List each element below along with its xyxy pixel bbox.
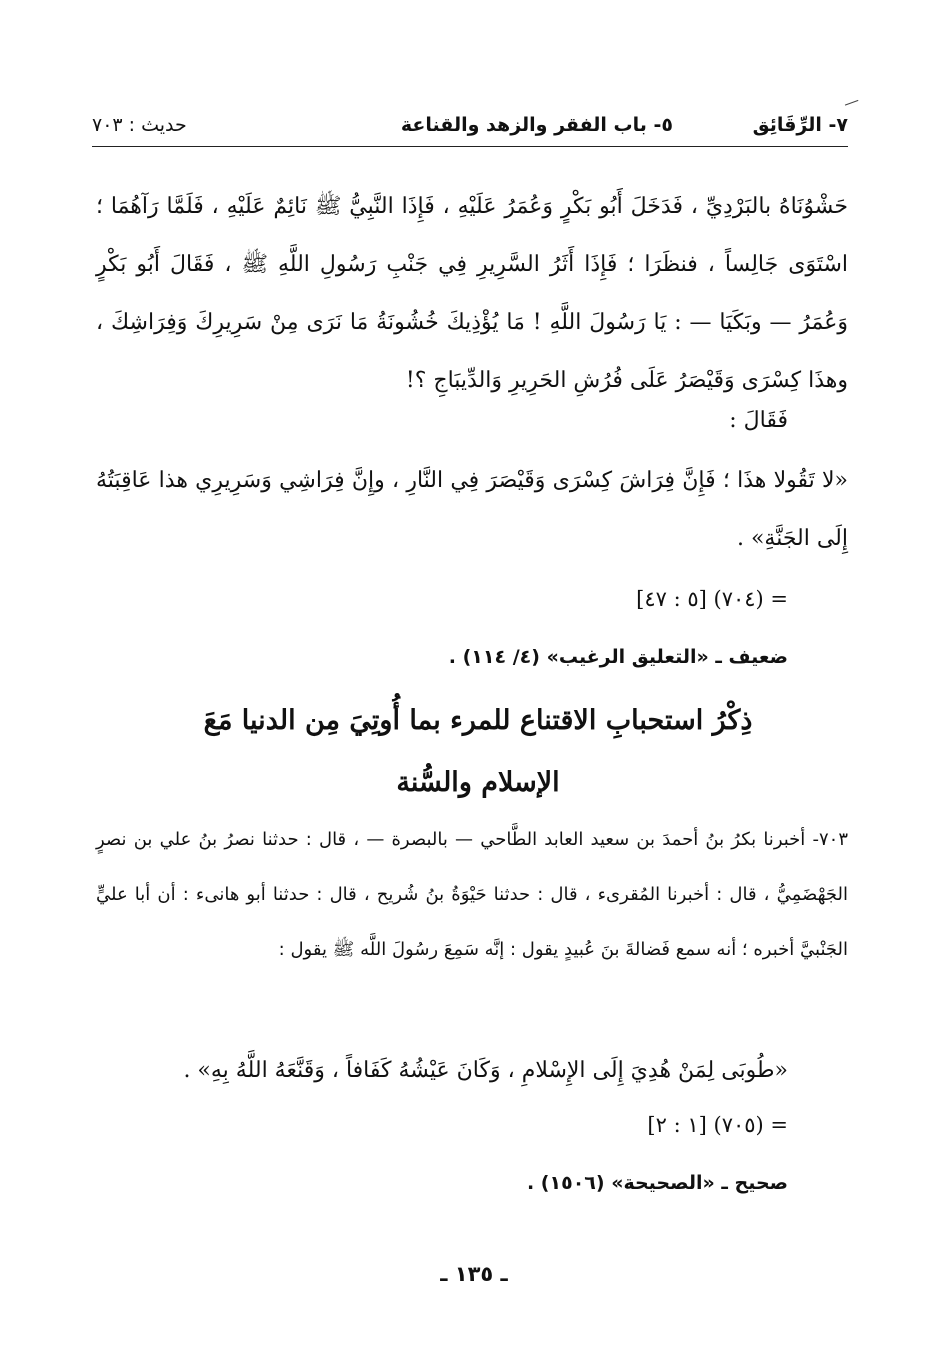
page-header xyxy=(92,108,848,142)
section-title: ذِكْرُ استحبابِ الاقتناع للمرء بما أُوتِيَ مِن الدنيا مَعَ الإسلام والسُّنة xyxy=(203,705,753,798)
hadith-grade-sahih: صحيح ـ «الصحيحة» (١٥٠٦) . xyxy=(526,1172,788,1194)
header-book-section: ٧- الرِّقَائِق xyxy=(752,114,848,136)
prophet-quote-tuba: «طُوبَى لِمَنْ هُدِيَ إِلَى الإِسْلامِ ، وَكَانَ عَيْشُهُ كَفَافاً ، وَقَنَّعَهُ اللَّهُ بِهِ» . xyxy=(183,1058,788,1083)
hadith-grade-weak: ضعيف ـ «التعليق الرغيب» (٤/ ١١٤) . xyxy=(448,646,788,668)
prophet-quote: «لا تَقُولا هذَا ؛ فَإِنَّ فِرَاشَ كِسْرَى وَقَيْصَرَ فِي النَّارِ ، وإِنَّ فِرَاشِي وَسَرِيرِي هذا عَاقِبَتُهُ إِلَى الجَنَّةِ» . xyxy=(96,468,848,551)
hadith-text-said: فَقَالَ : xyxy=(729,408,788,433)
page-number: ـ ١٣٥ ـ xyxy=(440,1262,508,1286)
header-rule xyxy=(92,146,848,147)
header-chapter: ٥- باب الفقر والزهد والقناعة xyxy=(400,114,673,136)
hadith-reference-705: = (٧٠٥) [١ : ٢] xyxy=(647,1113,788,1137)
hadith-703-chain: ٧٠٣- أخبرنا بكرُ بنُ أحمدَ بن سعيد العابد الطَّاحي — بالبصرة — ، قال : حدثنا نصرُ بنُ علي بن نصرٍ الجَهْضَمِيُّ ، قال : أخبرنا المُقرىء ، قال : حدثنا حَيْوَةُ بنُ شُريح ، قال : حدثنا أبو هانىء : أن أبا عليٍّ الجَنْبيَّ أخبره ؛ أنه سمع فَضالةَ بنَ عُبيدٍ يقول : إنَّه سَمِعَ رسُولَ اللَّه ﷺ يقول : xyxy=(96,829,848,960)
hadith-text-continued: حَشْوُنَاهُ بالبَرْدِيِّ ، فَدَخَلَ أَبُو بَكْرٍ وَعُمَرُ عَلَيْهِ ، فَإِذَا النَّبِيُّ ﷺ نَائِمٌ عَلَيْهِ ، فَلَمَّا رَآهُمَا ؛ اسْتَوَى جَالِساً ، فنظَرَا ؛ فَإِذَا أَثَرُ السَّرِيرِ فِي جَنْبِ رَسُولِ اللَّهِ ﷺ ، فَقَالَ أَبُو بَكْرٍ وَعُمَرُ — وبَكَيَا — : يَا رَسُولَ اللَّهِ ! مَا يُؤْذِيكَ خُشُونَةُ مَا نَرَى مِنْ سَرِيرِكَ وَفِرَاشِكَ ، وهذَا كِسْرَى وَقَيْصَرُ عَلَى فُرُشِ الحَرِيرِ وَالدِّيبَاجِ ؟! xyxy=(96,194,848,393)
header-hadith-number: حديث : ٧٠٣ xyxy=(92,114,187,136)
hadith-reference-704: = (٧٠٤) [٥ : ٤٧] xyxy=(636,587,788,611)
